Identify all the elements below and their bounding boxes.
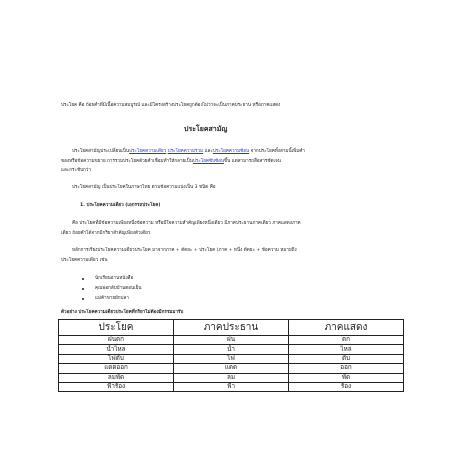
bullet-dot xyxy=(82,278,84,280)
table-cell: น้ำไหล xyxy=(59,345,174,354)
column-header: ภาคประธาน xyxy=(174,320,289,336)
table-cell: ลม xyxy=(174,373,289,382)
bullet-item: นักเรียนอ่านหนังสือ xyxy=(95,276,134,281)
table-cell: ร้อง xyxy=(289,382,404,391)
para3-line2: เดียว ถ้อยคำได้จากมีกริยาสำคัญเพียงตัวเดียว xyxy=(61,231,151,236)
table-cell: ฝน xyxy=(174,336,289,345)
link-complex-compound[interactable]: ประโยคซับซ้อน xyxy=(192,159,225,164)
table-cell: น้ำ xyxy=(174,345,289,354)
intro-text: ประโยค คือ ถ้อยคำที่มีเนื้อความสมบูรณ์ และมีโครงสร้างประโยคถูกต้องไม่ว่าจะเป็นภาคประธาน หรือภาคแสดง xyxy=(61,103,281,108)
table-cell: แดดออก xyxy=(59,364,174,373)
table-cell: ฝนตก xyxy=(59,336,174,345)
table-cell: ไฟดับ xyxy=(59,354,174,363)
table-cell: ดับ xyxy=(289,354,404,363)
sentence-table xyxy=(58,319,404,392)
table-cell: ไหล xyxy=(289,345,404,354)
para4-line2: ประโยคความเดียว เช่น xyxy=(61,258,108,263)
para3-line1: คือ ประโยคที่มีข้อความเพียงหนึ่งข้อความ หรือมีใจความสำคัญเพียงหนึ่งเดียว มีภาคประธานภาคเดียว ภาคแสดงภาค xyxy=(72,221,301,226)
table-row xyxy=(59,354,404,363)
column-header: ประโยค xyxy=(59,320,174,336)
table-row xyxy=(59,382,404,391)
table-cell: ฟ้า xyxy=(174,382,289,391)
table-row xyxy=(59,345,404,354)
section-heading: ประโยคสามัญ xyxy=(184,124,228,133)
column-header: ภาคแสดง xyxy=(289,320,404,336)
table-row xyxy=(59,364,404,373)
bullet-dot xyxy=(82,288,84,290)
para1-line3: และกระชับกว่า xyxy=(61,168,91,173)
bullet-dot xyxy=(82,298,84,300)
table-cell: แดด xyxy=(174,364,289,373)
para1-tail1: จากประโยคทั้งสามนี้เพิ่มคำ xyxy=(249,149,305,154)
para1-line2 xyxy=(61,156,281,167)
para1-lead: ประโยคสามัญประเปลี่ยนเป็น xyxy=(72,149,130,154)
table-cell: ตก xyxy=(289,336,404,345)
para1-mid: และ xyxy=(204,149,213,154)
table-cell: พัด xyxy=(289,373,404,382)
table-header-row xyxy=(59,320,404,336)
para1-tail2: ขึ้น แต่สามารถสื่อสารชัดเจน xyxy=(224,159,281,164)
para4-line1: หลักการเรียงประโยคความเดียวประโยค มาจากภาค + ตัดยะ + ประโยค (ภาค + หนึ่ง ตัดยะ + ข้อความ หมายถึง xyxy=(72,248,297,253)
table-cell: ฟ้าร้อง xyxy=(59,382,174,391)
section1-heading: 1. ประโยคความเดียว (เอกรรถประโยค) xyxy=(80,203,161,208)
link-compound-sentence[interactable]: ประโยคความรวม xyxy=(167,149,204,154)
table-row xyxy=(59,336,404,345)
link-complex-sentence[interactable]: ประโยคความซ้อน xyxy=(212,149,250,154)
bullet-item: คุณพ่อกลับบ้านตอนเย็น xyxy=(95,286,142,291)
link-simple-sentence[interactable]: ประโยคความเดียว xyxy=(129,149,167,154)
para2-text: ประโยคสามัญ เป็นประโยคในภาษาไทย ตามข้อความแบ่งเป็น 3 ชนิด คือ xyxy=(72,185,216,190)
table-cell: ไฟ xyxy=(174,354,289,363)
table-cell: ออก xyxy=(289,364,404,373)
bullet-item: แม่ค้าขายผักปลา xyxy=(95,296,129,301)
table-cell: ลมพัด xyxy=(59,373,174,382)
table-caption: ตัวอย่าง ประโยคความเดียวประโยคที่กริยาไม่ต้องมีกรรมมารับ xyxy=(61,310,184,315)
table-row xyxy=(59,373,404,382)
para1-line2-lead: ของหรือข้อความขยาย การรวมประโยคด้วยคำเชื่อมทำให้กลายเป็น xyxy=(61,159,193,164)
